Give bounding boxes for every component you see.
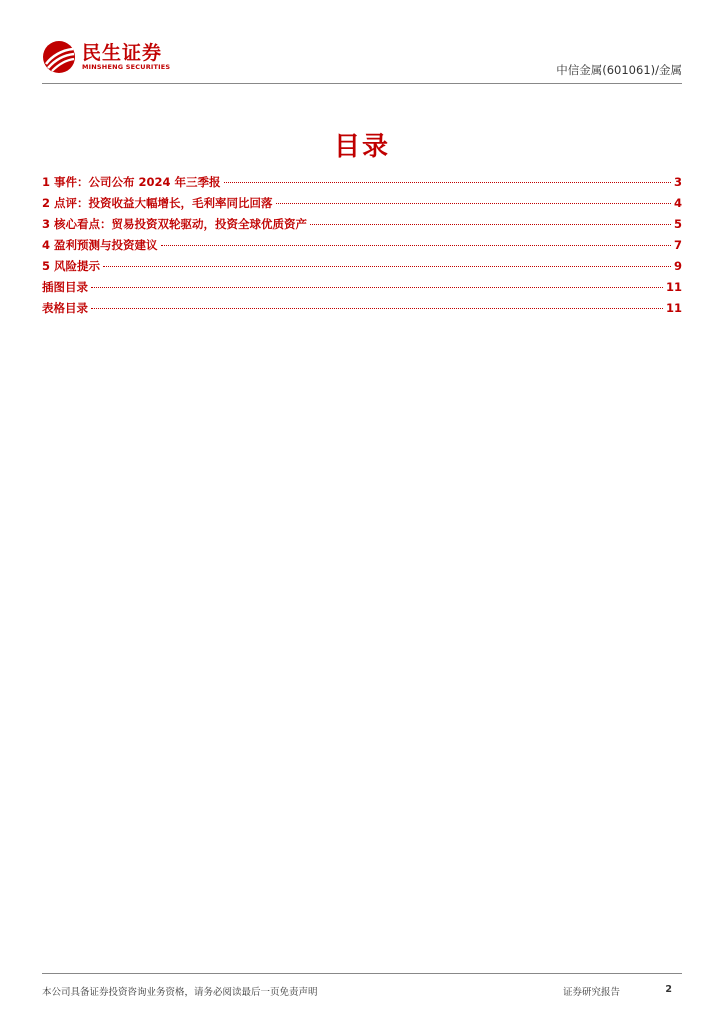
toc-entry[interactable] bbox=[42, 300, 682, 321]
logo-chinese-name: 民生证券 bbox=[82, 41, 163, 64]
toc-entry-page: 11 bbox=[665, 280, 682, 294]
toc-entry-label: 4 盈利预测与投资建议 bbox=[42, 238, 158, 252]
toc-entry-label: 5 风险提示 bbox=[42, 259, 101, 273]
toc-entry-label: 表格目录 bbox=[42, 301, 88, 315]
toc-entry-label: 3 核心看点：贸易投资双轮驱动，投资全球优质资产 bbox=[42, 217, 308, 231]
toc-leader-dots bbox=[224, 182, 671, 183]
toc-entry[interactable] bbox=[42, 216, 682, 237]
logo-english-name: MINSHENG SECURITIES bbox=[82, 62, 171, 71]
footer-report-type: 证券研究报告 bbox=[563, 987, 621, 998]
toc-leader-dots bbox=[91, 287, 663, 288]
toc-entry-page: 9 bbox=[673, 259, 682, 273]
toc-entry-page: 7 bbox=[673, 238, 682, 252]
toc-entry-label: 插图目录 bbox=[42, 280, 88, 294]
header-stock-info: 中信金属(601061)/金属 bbox=[556, 63, 682, 77]
toc-entry-page: 11 bbox=[665, 301, 682, 315]
company-logo bbox=[42, 40, 170, 74]
toc-entry-label: 1 事件：公司公布 2024 年三季报 bbox=[42, 175, 221, 189]
toc-entry[interactable] bbox=[42, 237, 682, 258]
footer-divider bbox=[42, 973, 682, 974]
toc-entry[interactable] bbox=[42, 195, 682, 216]
toc-leader-dots bbox=[276, 203, 671, 204]
toc-leader-dots bbox=[103, 266, 671, 267]
header-divider bbox=[42, 83, 682, 84]
minsheng-logo-icon bbox=[42, 40, 76, 74]
toc-leader-dots bbox=[310, 224, 671, 225]
footer-page-number: 2 bbox=[665, 984, 672, 995]
toc-entry[interactable] bbox=[42, 174, 682, 195]
toc-title: 目录 bbox=[333, 132, 390, 162]
toc-leader-dots bbox=[91, 308, 663, 309]
footer-disclaimer: 本公司具备证券投资咨询业务资格，请务必阅读最后一页免责声明 bbox=[42, 987, 318, 998]
toc-entry-page: 4 bbox=[673, 196, 682, 210]
toc-leader-dots bbox=[161, 245, 671, 246]
toc-entry[interactable] bbox=[42, 258, 682, 279]
page-header bbox=[42, 40, 682, 84]
toc-entry-page: 5 bbox=[673, 217, 682, 231]
toc-entry[interactable] bbox=[42, 279, 682, 300]
table-of-contents bbox=[42, 174, 682, 321]
toc-entry-page: 3 bbox=[673, 175, 682, 189]
toc-entry-label: 2 点评：投资收益大幅增长，毛利率同比回落 bbox=[42, 196, 273, 210]
